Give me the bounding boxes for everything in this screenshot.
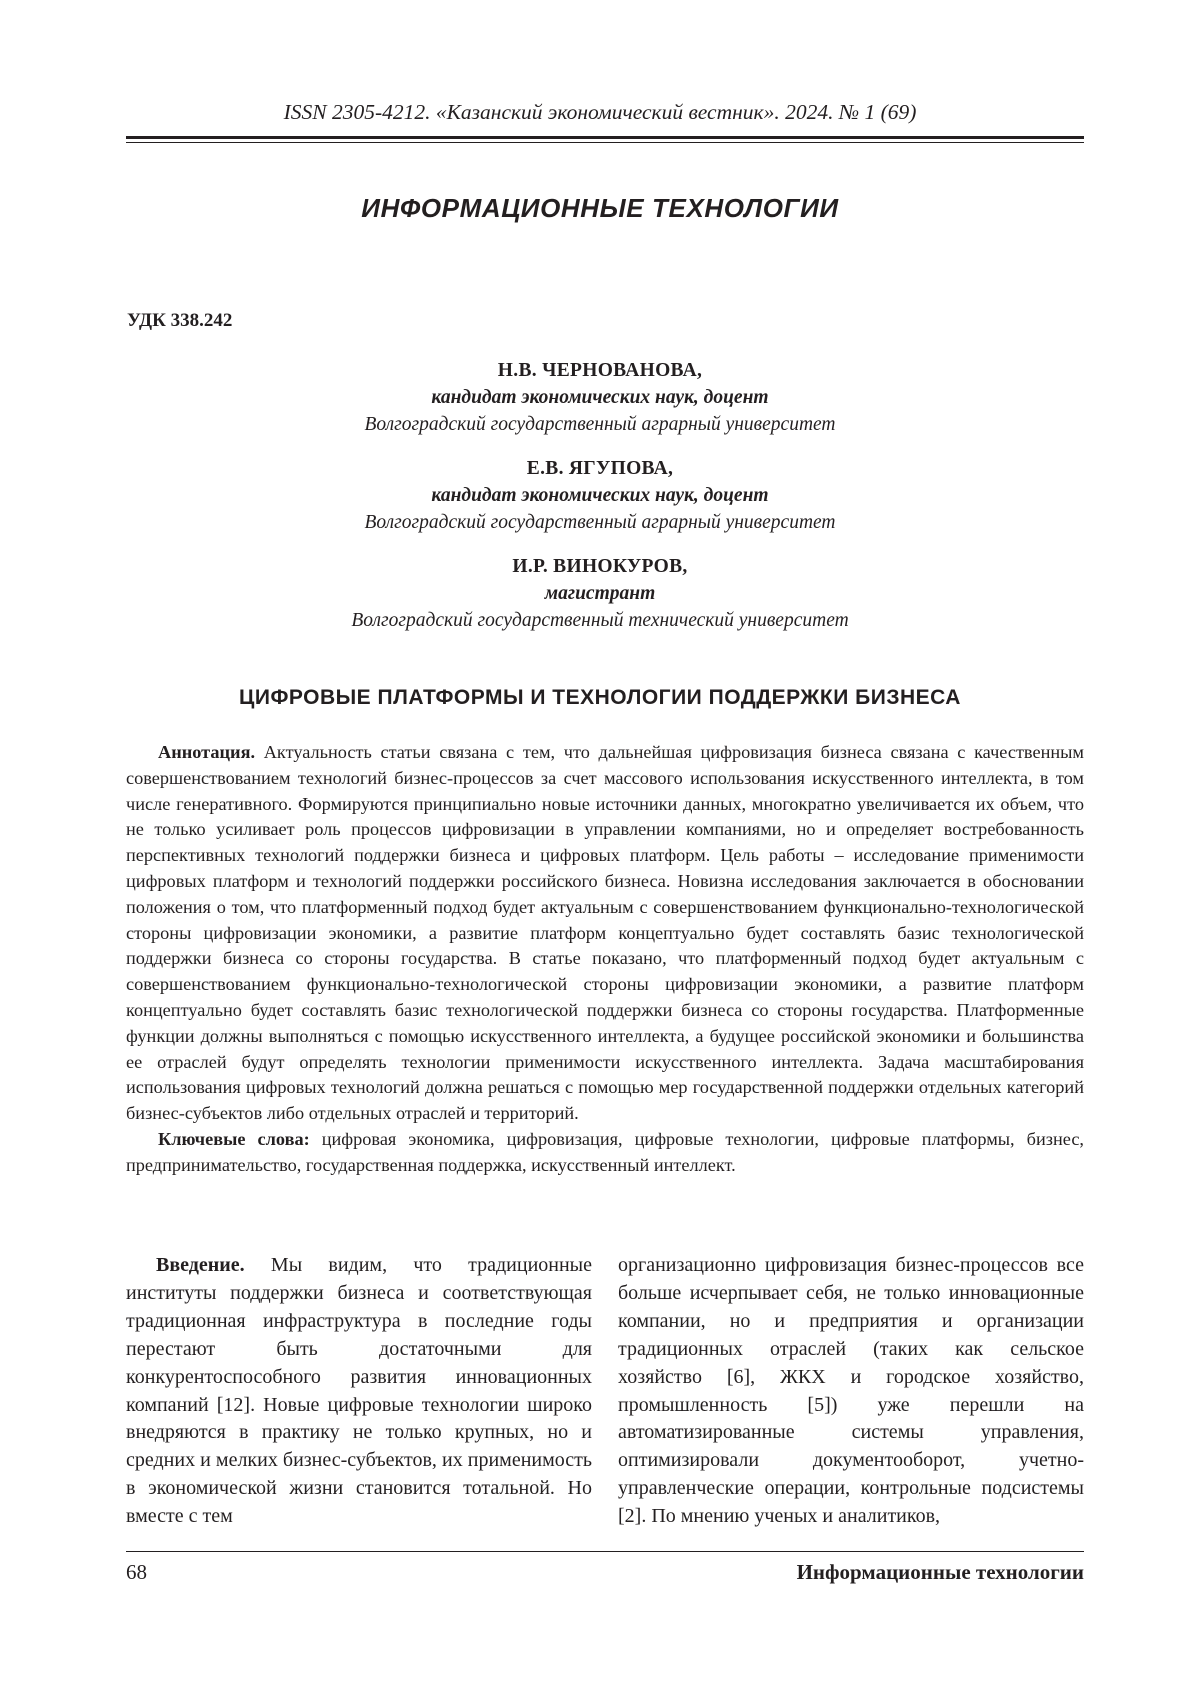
- footer-rule: [126, 1551, 1084, 1552]
- author-name: И.Р. ВИНОКУРОВ,: [512, 556, 688, 577]
- intro-label: Введение.: [156, 1254, 245, 1276]
- keywords-paragraph: [126, 1127, 1084, 1179]
- body-columns: [126, 1252, 1084, 1531]
- keywords-label: Ключевые слова:: [158, 1128, 310, 1149]
- author-block: [0, 357, 1200, 651]
- header-rule-thin: [126, 142, 1084, 143]
- author-degree: магистрант: [544, 583, 656, 604]
- continued-paragraph: организационно цифровизация бизнес-процессов все больше исчерпывает себя, не только инновационные компании, но и предприятия и организации традиционных отраслей (таких как сельское хозяйство [6], ЖКХ и городское хозяйство, промышленность [5]) уже перешли на автоматизированные системы управления, оптимизировали документооборот, учетно-управленческие операции, контрольные подсистемы [2]. По мнению ученых и аналитиков,: [618, 1254, 1084, 1528]
- abstract-block: [126, 740, 1084, 1179]
- author-2: [0, 455, 1200, 536]
- author-name: Н.В. ЧЕРНОВАНОВА,: [497, 360, 703, 381]
- author-affiliation: Волгоградский государственный аграрный университет: [364, 512, 836, 533]
- keywords-text: цифровая экономика, цифровизация, цифровые технологии, цифровые платформы, бизнес, предпринимательство, государственная поддержка, искусственный интеллект.: [126, 1128, 1085, 1175]
- left-column: [126, 1252, 592, 1531]
- author-name: Е.В. ЯГУПОВА,: [526, 458, 674, 479]
- right-column: [618, 1252, 1084, 1531]
- header-rule-thick: [126, 136, 1084, 139]
- author-3: [0, 553, 1200, 634]
- intro-paragraph: [126, 1252, 592, 1531]
- author-degree: кандидат экономических наук, доцент: [431, 485, 769, 506]
- abstract-label: Аннотация.: [158, 742, 256, 762]
- author-affiliation: Волгоградский государственный технический университет: [351, 610, 849, 631]
- author-1: [0, 357, 1200, 438]
- article-title: ЦИФРОВЫЕ ПЛАТФОРМЫ И ТЕХНОЛОГИИ ПОДДЕРЖКИ БИЗНЕСА: [239, 686, 961, 709]
- abstract-paragraph: [126, 740, 1084, 1127]
- page-number: 68: [126, 1560, 147, 1584]
- section-title: ИНФОРМАЦИОННЫЕ ТЕХНОЛОГИИ: [361, 193, 839, 223]
- author-degree: кандидат экономических наук, доцент: [431, 387, 769, 408]
- author-affiliation: Волгоградский государственный аграрный университет: [364, 414, 836, 435]
- footer-section-title: Информационные технологии: [796, 1560, 1084, 1584]
- udc-code: УДК 338.242: [127, 310, 233, 331]
- abstract-text: Актуальность статьи связана с тем, что дальнейшая цифровизация бизнеса связана с качественным совершенствованием технологий бизнес-процессов за счет массового использования искусственного интеллекта, в том числе генеративного. Формируются принципиально новые источники данных, многократно увеличивается их объем, что не только усиливает роль процессов цифровизации в управлении компаниями, но и определяет востребованность перспективных технологий поддержки бизнеса и цифровых платформ. Цель работы – исследование применимости цифровых платформ и технологий поддержки российского бизнеса. Новизна исследования заключается в обосновании положения о том, что платформенный подход будет актуальным с совершенствованием функционально-технологической стороны цифровизации экономики, а развитие платформ концептуально будет составлять базис технологической поддержки бизнеса со стороны государства. В статье показано, что платформенный подход будет актуальным с совершенствованием функционально-технологической стороны цифровизации экономики, а развитие платформ концептуально будет составлять базис технологической поддержки бизнеса со стороны государства. Платформенные функции должны выполняться с помощью искусственного интеллекта, а будущее российской экономики и большинства ее отраслей будут определять технологии применимости искусственного интеллекта. Задача масштабирования использования цифровых технологий должна решаться с помощью мер государственной поддержки отдельных категорий бизнес-субъектов либо отдельных отраслей и территорий.: [126, 742, 1084, 1124]
- intro-text: Мы видим, что традиционные институты поддержки бизнеса и соответствующая традиционная инфраструктура в последние годы перестают быть достаточными для конкурентоспособного развития инновационных компаний [12]. Новые цифровые технологии широко внедряются в практику не только крупных, но и средних и мелких бизнес-субъектов, их применимость в экономической жизни становится тотальной. Но вместе с тем: [126, 1254, 592, 1528]
- journal-header: ISSN 2305-4212. «Казанский экономический вестник». 2024. № 1 (69): [283, 100, 917, 124]
